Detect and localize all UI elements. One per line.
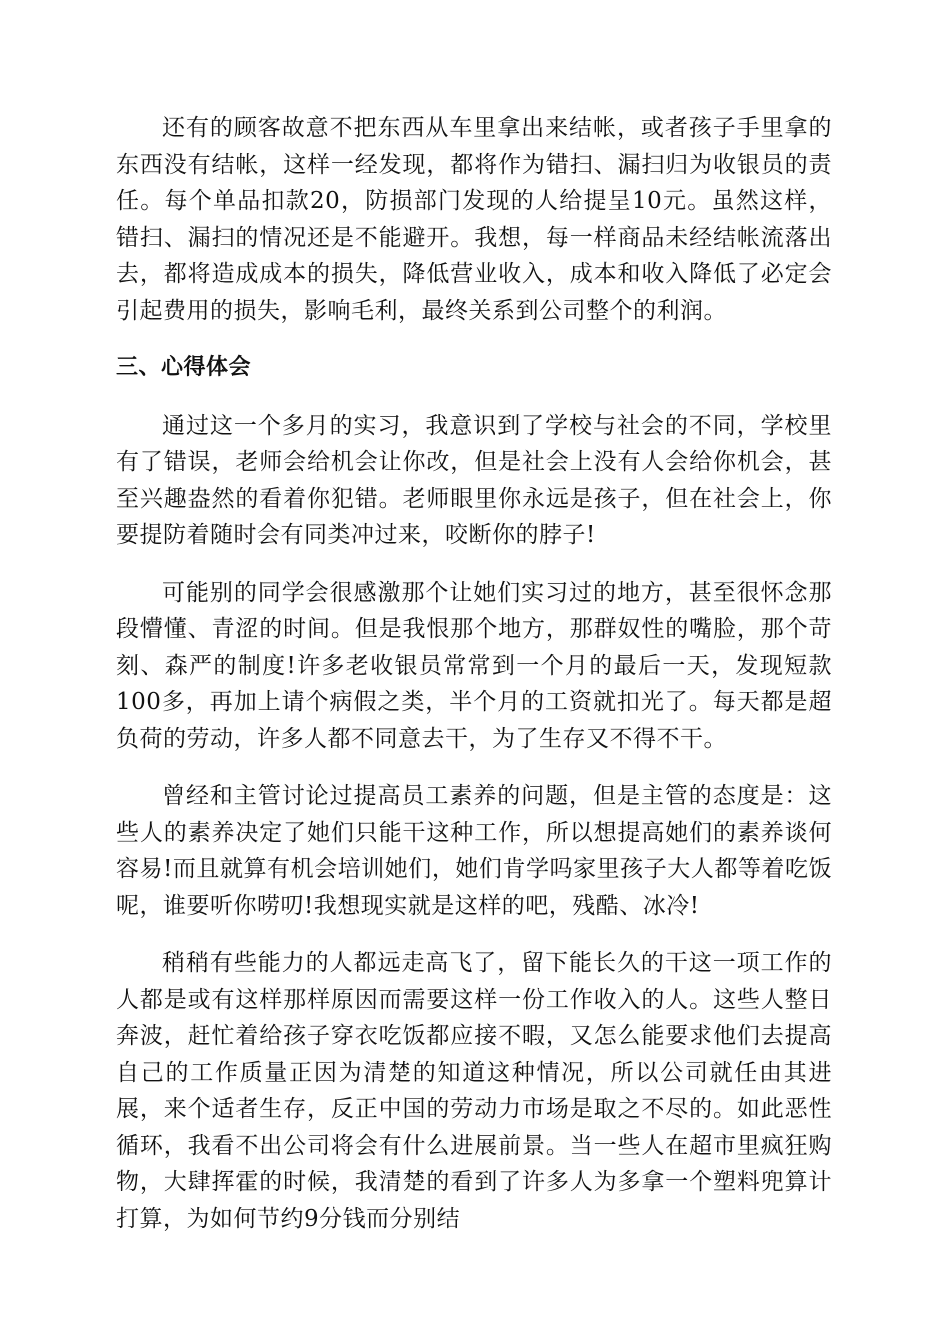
paragraph-staff-quality: 曾经和主管讨论过提高员工素养的问题，但是主管的态度是：这些人的素养决定了她们只能干这种工作，所以想提高她们的素养谈何容易!而且就算有机会培训她们，她们肯学吗家里孩子大人都等着吃饭呢，谁要听你唠叨!我想现实就是这样的吧，残酷、冰冷! — [116, 783, 832, 919]
document-body — [116, 110, 832, 1258]
section-heading: 三、心得体会 — [116, 355, 252, 380]
paragraph-internship-place: 可能别的同学会很感激那个让她们实习过的地方，甚至很怀念那段懵懂、青涩的时间。但是我恨那个地方，那群奴性的嘴脸，那个苛刻、森严的制度!许多老收银员常常到一个月的最后一天，发现短款100多，再加上请个病假之类，半个月的工资就扣光了。每天都是超负荷的劳动，许多人都不同意去干，为了生存又不得不干。 — [116, 579, 832, 752]
paragraph-company-prospects: 稍稍有些能力的人都远走高飞了，留下能长久的干这一项工作的人都是或有这样那样原因而需要这样一份工作收入的人。这些人整日奔波，赶忙着给孩子穿衣吃饭都应接不暇，又怎么能要求他们去提高自己的工作质量正因为清楚的知道这种情况，所以公司就任由其进展，来个适者生存，反正中国的劳动力市场是取之不尽的。如此恶性循环，我看不出公司将会有什么进展前景。当一些人在超市里疯狂购物，大肆挥霍的时候，我清楚的看到了许多人为多拿一个塑料兜算计打算，为如何节约9分钱而分别结 — [116, 950, 832, 1232]
paragraph-checkout-loss: 还有的顾客故意不把东西从车里拿出来结帐，或者孩子手里拿的东西没有结帐，这样一经发现，都将作为错扫、漏扫归为收银员的责任。每个单品扣款20，防损部门发现的人给提呈10元。虽然这样，错扫、漏扫的情况还是不能避开。我想，每一样商品未经结帐流落出去，都将造成成本的损失，降低营业收入，成本和收入降低了必定会引起费用的损失，影响毛利，最终关系到公司整个的利润。 — [116, 115, 832, 324]
paragraph-school-vs-society: 通过这一个多月的实习，我意识到了学校与社会的不同，学校里有了错误，老师会给机会让你改，但是社会上没有人会给你机会，甚至兴趣盎然的看着你犯错。老师眼里你永远是孩子，但在社会上，你要提防着随时会有同类冲过来，咬断你的脖子! — [116, 412, 832, 548]
